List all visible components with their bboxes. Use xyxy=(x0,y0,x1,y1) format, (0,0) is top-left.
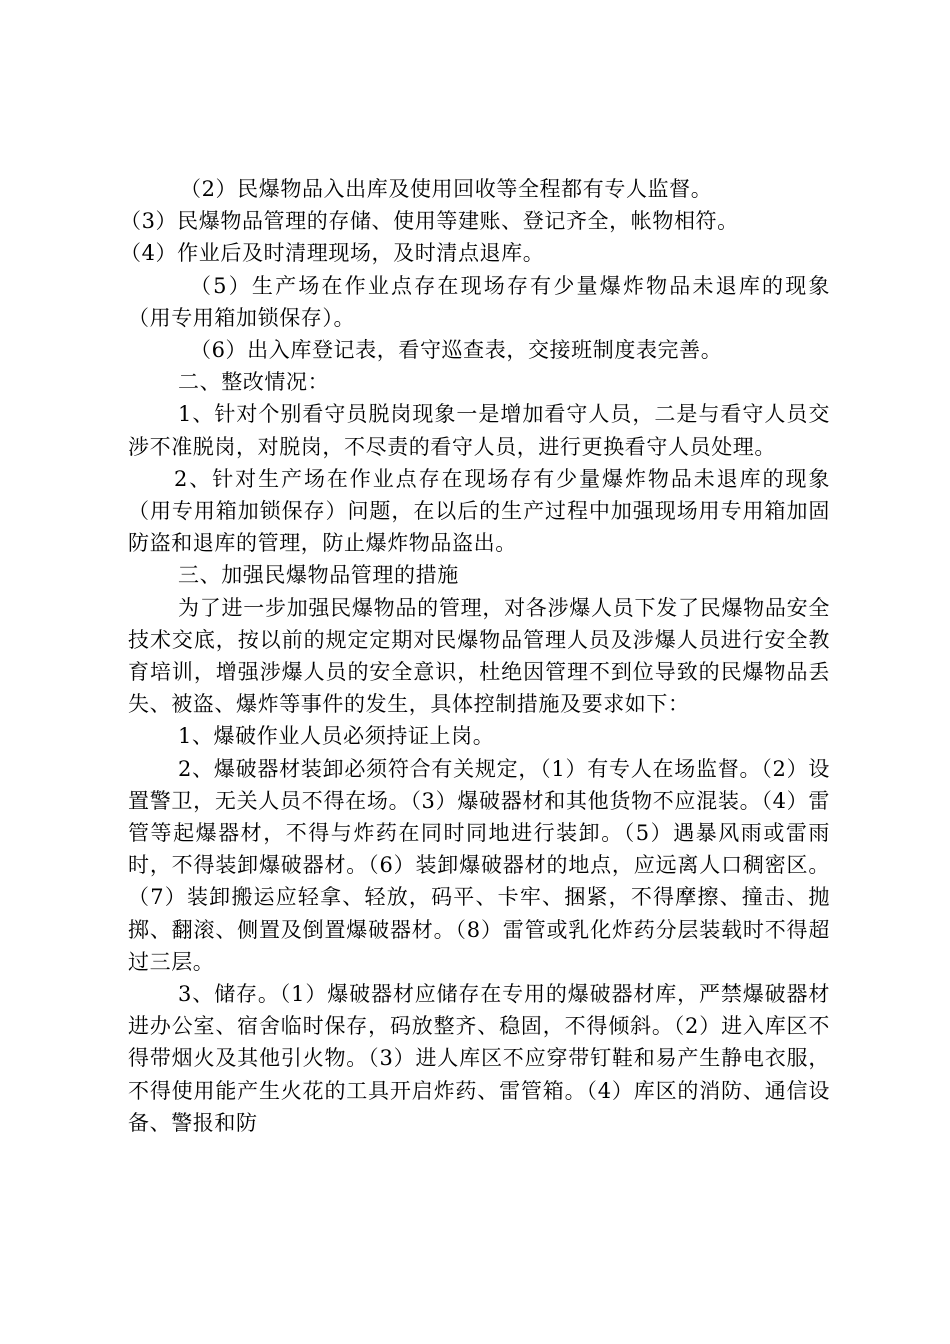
paragraph-supervision: （2）民爆物品入出库及使用回收等全程都有专人监督。 xyxy=(180,177,713,201)
paragraph-accounts: （3）民爆物品管理的存储、使用等建账、登记齐全，帐物相符。 xyxy=(120,209,739,234)
paragraph-site-anti-theft: 2、针对生产场在作业点存在现场存有少量爆炸物品未退库的现象（用专用箱加锁保存）问题，在以后的生产过程中加强现场用专用箱加固防盗和退库的管理，防止爆炸物品盗出。 xyxy=(128,466,830,556)
paragraph-certification: 1、爆破作业人员必须持证上岗。 xyxy=(178,724,495,749)
paragraph-registers: （6）出入库登记表，看守巡查表，交接班制度表完善。 xyxy=(190,338,723,363)
document-body xyxy=(120,173,830,1139)
paragraph-loading-rules: 2、爆破器材装卸必须符合有关规定，（1）有专人在场监督。（2）设置警卫，无关人员不得在场。（3）爆破器材和其他货物不应混装。（4）雷管等起爆器材，不得与炸药在同时同地进行装卸。（5）遇暴风雨或雷雨时，不得装卸爆破器材。（6）装卸爆破器材的地点，应远离人口稠密区。（7）装卸搬运应轻拿、轻放，码平、卡牢、捆紧，不得摩擦、撞击、抛掷、翻滚、侧置及倒置爆破器材。（8）雷管或乳化炸药分层装载时不得超过三层。 xyxy=(128,756,830,974)
paragraph-site-storage: （5）生产场在作业点存在现场存有少量爆炸物品未退库的现象（用专用箱加锁保存）。 xyxy=(128,273,830,330)
paragraph-storage-rules: 3、储存。（1）爆破器材应储存在专用的爆破器材库，严禁爆破器材进办公室、宿舍临时保存，码放整齐、稳固，不得倾斜。（2）进入库区不得带烟火及其他引火物。（3）进人库区不应穿带钉鞋和易产生静电衣服，不得使用能产生火花的工具开启炸药、雷管箱。（4）库区的消防、通信设备、警报和防 xyxy=(128,982,830,1135)
paragraph-guard-absence: 1、针对个别看守员脱岗现象一是增加看守人员，二是与看守人员交涉不准脱岗，对脱岗，不尽责的看守人员，进行更换看守人员处理。 xyxy=(128,402,830,459)
paragraph-cleanup: （4）作业后及时清理现场，及时清点退库。 xyxy=(120,241,545,266)
section-heading-rectification: 二、整改情况： xyxy=(178,370,330,395)
paragraph-measures-intro: 为了进一步加强民爆物品的管理，对各涉爆人员下发了民爆物品安全技术交底，按以前的规定定期对民爆物品管理人员及涉爆人员进行安全教育培训，增强涉爆人员的安全意识，杜绝因管理不到位导致的民爆物品丢失、被盗、爆炸等事件的发生，具体控制措施及要求如下： xyxy=(128,595,830,717)
section-heading-measures: 三、加强民爆物品管理的措施 xyxy=(178,563,459,588)
